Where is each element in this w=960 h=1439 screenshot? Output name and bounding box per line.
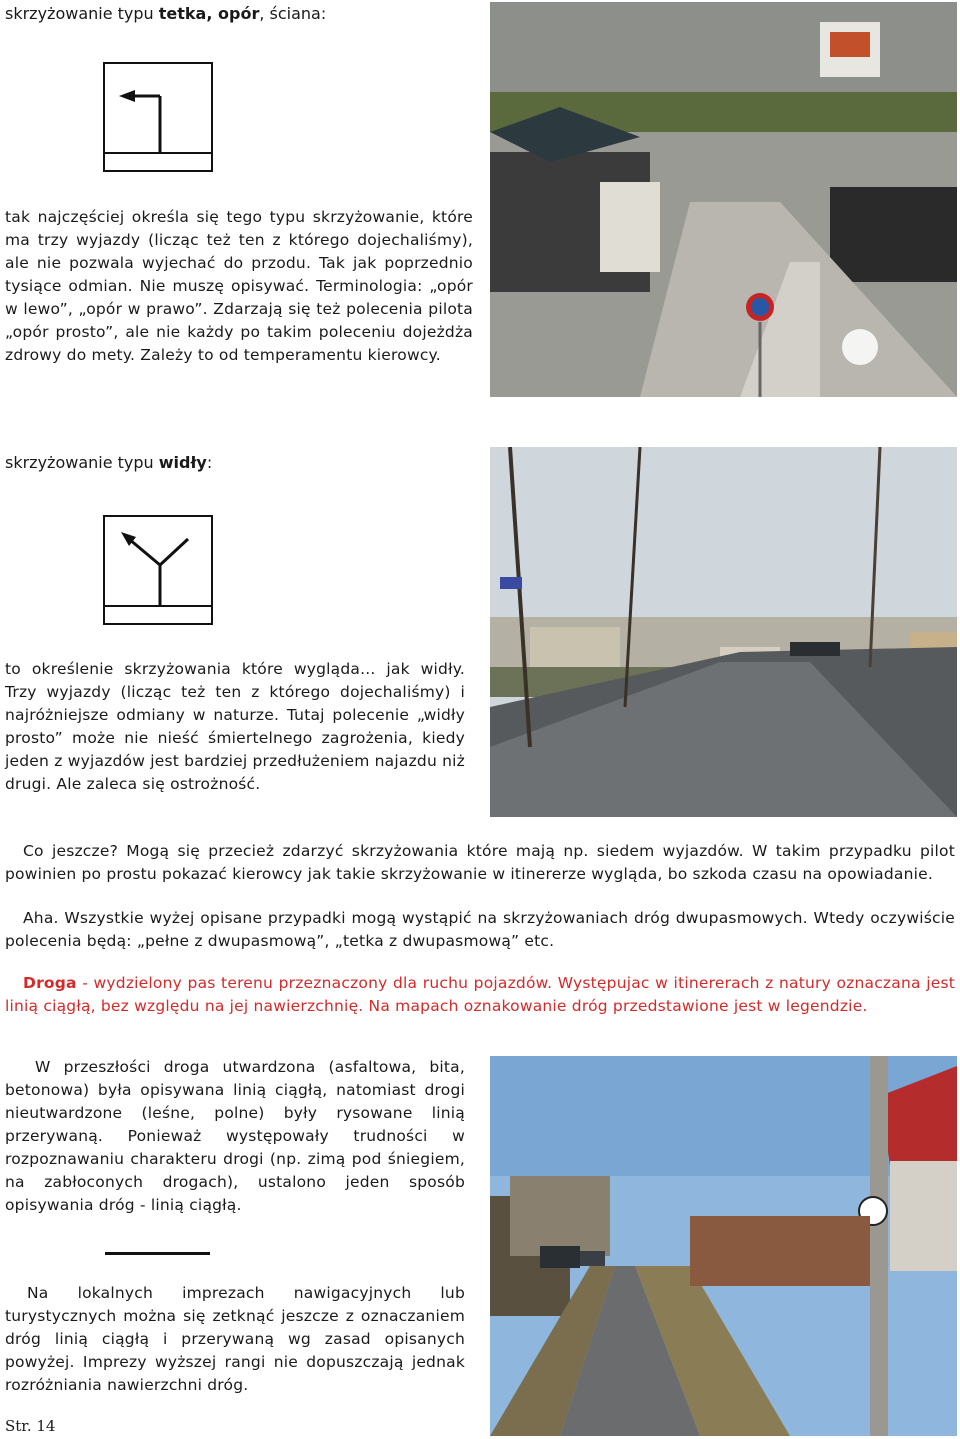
page-number: Str. 14 bbox=[5, 1417, 56, 1435]
section-heading-widly: skrzyżowanie typu widły: bbox=[5, 453, 213, 472]
definition-term: Droga bbox=[23, 974, 77, 992]
paragraph-dual-carriageway: Aha. Wszystkie wyżej opisane przypadki mogą wystąpić na skrzyżowaniach dróg dwupasmowych. Wtedy oczywiście polecenia będą: „pełne z dwupasmową”, „tetka z dwupasmową” etc. bbox=[5, 909, 955, 950]
definition-droga bbox=[5, 972, 955, 1018]
solid-line-symbol bbox=[105, 1252, 210, 1255]
tetka-junction-symbol bbox=[103, 62, 213, 172]
photo-t-junction bbox=[490, 2, 957, 397]
section-heading-tetka: skrzyżowanie typu tetka, opór, ściana: bbox=[5, 4, 327, 23]
photo-road bbox=[490, 1056, 957, 1436]
paragraph-local-events: Na lokalnych imprezach nawigacyjnych lub turystycznych można się zetknąć jeszcze z oznaczaniem dróg linią ciągłą i przerywaną wg zasad opisanych powyżej. Imprezy wyższej rangi nie dopuszczają jednak rozróżniania nawierzchni dróg. bbox=[5, 1284, 465, 1394]
paragraph-more-junctions: Co jeszcze? Mogą się przecież zdarzyć skrzyżowania które mają np. siedem wyjazdów. W takim przypadku pilot powinien po prostu pokazać kierowcy jak takie skrzyżowanie w itinererze wygląda, bo szkoda czasu na opowiadanie. bbox=[5, 842, 955, 883]
photo-fork-junction bbox=[490, 447, 957, 817]
section-body-tetka: tak najczęściej określa się tego typu skrzyżowanie, które ma trzy wyjazdy (licząc też ten z którego dojechaliśmy), ale nie pozwala wyjechać do przodu. Tak jak poprzednio tysiące odmian. Nie muszę opisywać. Terminologia: „opór w lewo”, „opór w prawo”. Zdarzają się też polecenia pilota „opór prosto”, ale nie każdy po takim poleceniu dojeżdża zdrowy do mety. Zależy to od temperamentu kierowcy. bbox=[5, 208, 473, 364]
section-body-widly: to określenie skrzyżowania które wygląda... jak widły. Trzy wyjazdy (licząc też ten z którego dojechaliśmy) i najróżniejsze odmiany w naturze. Tutaj polecenie „widły prosto” może nie nieść śmiertelnego zagrożenia, kiedy jeden z wyjazdów jest bardziej przedłużeniem najazdu niż drugi. Ale zaleca się ostrożność. bbox=[5, 660, 465, 793]
definition-text: - wydzielony pas terenu przeznaczony dla ruchu pojazdów. Występujac w itinererach z natury oznaczana jest linią ciągłą, bez względu na jej nawierzchnię. Na mapach oznakowanie dróg przedstawione jest w legendzie. bbox=[5, 974, 955, 1015]
widly-junction-symbol bbox=[103, 515, 213, 625]
paragraph-history: W przeszłości droga utwardzona (asfaltowa, bita, betonowa) była opisywana linią ciągłą, natomiast drogi nieutwardzone (leśne, polne) były rysowane linią przerywaną. Ponieważ występowały trudności w rozpoznawaniu charakteru drogi (np. zimą pod śniegiem, na zabłoconych drogach), ustalono jeden sposób opisywania dróg - linią ciągłą. bbox=[5, 1058, 465, 1214]
